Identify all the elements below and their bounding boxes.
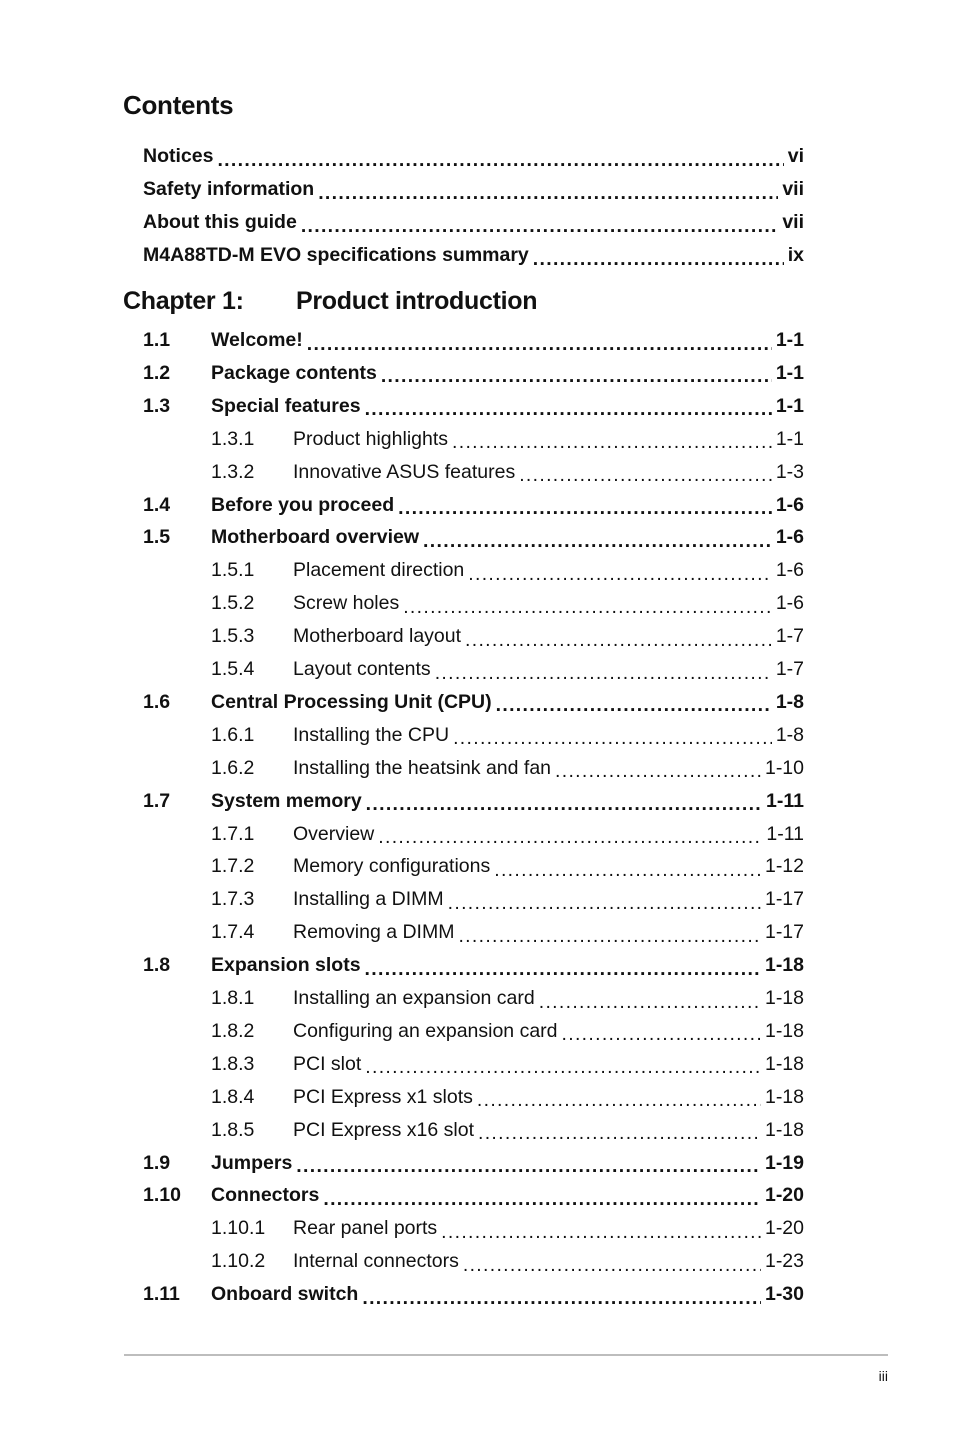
- front-matter-entry[interactable]: [143, 206, 804, 239]
- toc-entry-page: 1-12: [764, 855, 804, 878]
- toc-entry-title: Central Processing Unit (CPU): [211, 690, 492, 713]
- toc-section-entry[interactable]: [143, 949, 804, 982]
- dot-leader: [378, 826, 762, 846]
- toc-entry-page: 1-11: [766, 822, 804, 845]
- dot-leader: [423, 530, 772, 550]
- dot-leader: [468, 563, 772, 583]
- footer-page-number: iii: [878, 1368, 888, 1384]
- toc-entry-title: Notices: [143, 145, 214, 167]
- toc-subsection-entry[interactable]: [211, 1245, 804, 1278]
- toc-section-entry[interactable]: [143, 1278, 804, 1311]
- toc-entry-title: Welcome!: [211, 329, 303, 351]
- dot-leader: [381, 365, 772, 385]
- dot-leader: [365, 958, 761, 978]
- chapter-heading: [123, 287, 537, 316]
- toc-entry-page: 1-30: [764, 1283, 804, 1306]
- toc-entry-title: Layout contents: [293, 658, 431, 680]
- toc-entry-page: 1-7: [775, 658, 804, 680]
- toc-entry-title: Expansion slots: [211, 954, 361, 977]
- toc-entry-title: PCI slot: [293, 1052, 362, 1075]
- toc-entry-page: 1-3: [775, 460, 804, 483]
- toc-entry-number: 1.3.2: [211, 460, 255, 483]
- toc-entry-title: Package contents: [211, 361, 377, 384]
- toc-entry-title: Placement direction: [293, 559, 465, 582]
- toc-entry-title: Connectors: [211, 1184, 320, 1207]
- toc-entry-number: 1.4: [143, 493, 171, 516]
- toc-entry-title: PCI Express x16 slot: [293, 1118, 474, 1141]
- toc-entry-title: Product highlights: [293, 427, 449, 450]
- front-matter-entry[interactable]: [143, 239, 804, 272]
- toc-subsection-entry[interactable]: [211, 456, 804, 489]
- toc-entry-title: Screw holes: [293, 592, 400, 615]
- toc-subsection-entry[interactable]: [211, 1114, 804, 1147]
- toc-entry-number: 1.10.2: [211, 1250, 266, 1273]
- toc-entry-page: 1-6: [775, 592, 804, 615]
- toc-entry-title: Rear panel ports: [293, 1217, 438, 1240]
- toc-entry-number: 1.5.1: [211, 559, 255, 582]
- toc-entry-number: 1.5: [143, 526, 171, 549]
- toc-entry-title: Removing a DIMM: [293, 921, 455, 944]
- toc-entry-page: vi: [787, 145, 804, 167]
- toc-entry-page: ix: [787, 244, 804, 266]
- dot-leader: [296, 1155, 761, 1175]
- toc-entry-number: 1.6.2: [211, 756, 255, 779]
- toc-entry-page: 1-18: [764, 987, 804, 1009]
- dot-leader: [365, 398, 772, 418]
- front-matter-entry[interactable]: [143, 173, 804, 206]
- toc-section-entry[interactable]: [143, 785, 804, 818]
- toc-entry-title: System memory: [211, 789, 362, 812]
- toc-subsection-entry[interactable]: [211, 554, 804, 587]
- toc-subsection-entry[interactable]: [211, 850, 804, 883]
- toc-entry-number: 1.10: [143, 1184, 181, 1207]
- dot-leader: [478, 1122, 761, 1142]
- dot-leader: [318, 182, 778, 202]
- toc-section-entry[interactable]: [143, 390, 804, 423]
- dot-leader: [519, 464, 772, 484]
- toc-section-entry[interactable]: [143, 521, 804, 554]
- toc-entry-title: Motherboard overview: [211, 526, 420, 549]
- toc-subsection-entry[interactable]: [211, 752, 804, 785]
- dot-leader: [217, 149, 783, 169]
- toc-entry-title: Memory configurations: [293, 855, 491, 878]
- toc-subsection-entry[interactable]: [211, 1081, 804, 1114]
- dot-leader: [533, 248, 784, 268]
- chapter-label: Chapter 1:: [123, 287, 244, 315]
- toc-subsection-entry[interactable]: [211, 719, 804, 752]
- toc-entry-page: 1-18: [764, 1085, 804, 1108]
- toc-subsection-entry[interactable]: [211, 916, 804, 949]
- dot-leader: [463, 1254, 761, 1274]
- toc-section-entry[interactable]: [143, 1147, 804, 1180]
- toc-entry-page: 1-18: [764, 1019, 804, 1042]
- dot-leader: [435, 662, 772, 682]
- toc-entry-number: 1.7.4: [211, 921, 255, 944]
- toc-entry-page: 1-20: [764, 1217, 804, 1240]
- toc-entry-page: 1-6: [775, 526, 804, 549]
- toc-entry-title: Motherboard layout: [293, 625, 462, 648]
- toc-entry-title: Overview: [293, 822, 375, 845]
- toc-entry-page: vii: [782, 211, 804, 233]
- toc-entry-number: 1.5.2: [211, 592, 255, 615]
- toc-entry-number: 1.7.2: [211, 855, 255, 878]
- dot-leader: [448, 892, 761, 912]
- toc-entry-title: Jumpers: [211, 1151, 293, 1174]
- toc-entry-page: 1-8: [775, 690, 804, 713]
- toc-entry-page: 1-17: [764, 921, 804, 944]
- dot-leader: [365, 1056, 761, 1076]
- dot-leader: [496, 694, 772, 714]
- toc-entry-number: 1.5.3: [211, 625, 255, 648]
- toc-subsection-entry[interactable]: [211, 1048, 804, 1081]
- dot-leader: [301, 215, 779, 235]
- toc-entry-page: 1-19: [764, 1151, 804, 1174]
- toc-entry-page: 1-20: [764, 1184, 804, 1207]
- toc-entry-number: 1.3.1: [211, 427, 255, 450]
- toc-entry-page: 1-6: [775, 493, 804, 516]
- toc-entry-number: 1.8: [143, 954, 171, 977]
- toc-subsection-entry[interactable]: [211, 653, 804, 686]
- toc-subsection-entry[interactable]: [211, 982, 804, 1015]
- dot-leader: [452, 431, 772, 451]
- toc-entry-page: 1-7: [775, 625, 804, 648]
- toc-entry-title: Installing the heatsink and fan: [293, 756, 552, 779]
- toc-entry-title: Before you proceed: [211, 493, 395, 516]
- toc-entry-title: Special features: [211, 394, 361, 417]
- toc-entry-number: 1.8.3: [211, 1052, 255, 1075]
- toc-subsection-entry[interactable]: [211, 818, 804, 851]
- toc-entry-title: Onboard switch: [211, 1283, 359, 1306]
- toc-entry-title: Configuring an expansion card: [293, 1019, 558, 1042]
- dot-leader: [453, 727, 772, 747]
- toc-entry-page: 1-1: [775, 361, 804, 384]
- toc-entry-number: 1.6.1: [211, 723, 255, 746]
- chapter-title: Product introduction: [296, 287, 538, 315]
- front-matter-entry[interactable]: [143, 140, 804, 173]
- dot-leader: [494, 859, 761, 879]
- toc-entry-number: 1.7.1: [211, 822, 255, 845]
- dot-leader: [562, 1023, 761, 1043]
- toc-entry-title: Installing a DIMM: [293, 888, 444, 911]
- page-title: Contents: [123, 90, 234, 120]
- toc-subsection-entry[interactable]: [211, 620, 804, 653]
- toc-section-entry[interactable]: [143, 1179, 804, 1212]
- toc-entry-title: About this guide: [143, 211, 297, 233]
- toc-entry-number: 1.10.1: [211, 1217, 266, 1240]
- toc-entry-page: 1-8: [775, 723, 804, 746]
- toc-entry-number: 1.11: [143, 1283, 180, 1306]
- toc-entry-page: 1-1: [775, 329, 804, 351]
- toc-entry-number: 1.9: [143, 1151, 171, 1174]
- toc-entry-number: 1.3: [143, 394, 171, 417]
- toc-entry-title: Innovative ASUS features: [293, 460, 516, 483]
- toc-entry-number: 1.8.2: [211, 1019, 255, 1042]
- toc-subsection-entry[interactable]: [211, 1212, 804, 1245]
- toc-entry-page: 1-17: [764, 888, 804, 911]
- dot-leader: [465, 629, 772, 649]
- toc-entry-title: Installing an expansion card: [293, 987, 535, 1009]
- toc-entry-page: vii: [782, 178, 804, 200]
- toc-entry-page: 1-1: [775, 394, 804, 417]
- toc-section-entry[interactable]: [143, 324, 804, 357]
- toc-entry-page: 1-11: [766, 789, 804, 812]
- toc-entry-number: 1.5.4: [211, 658, 255, 680]
- dot-leader: [539, 991, 761, 1011]
- dot-leader: [403, 596, 772, 616]
- dot-leader: [366, 793, 762, 813]
- toc-entry-title: Internal connectors: [293, 1250, 459, 1273]
- toc-entry-page: 1-10: [764, 756, 804, 779]
- toc-entry-page: 1-18: [764, 954, 804, 977]
- dot-leader: [477, 1089, 761, 1109]
- toc-subsection-entry[interactable]: [211, 423, 804, 456]
- toc-section-entry[interactable]: [143, 686, 804, 719]
- toc-entry-number: 1.1: [143, 329, 171, 351]
- toc-entry-page: 1-18: [764, 1052, 804, 1075]
- footer-divider: [124, 1354, 888, 1356]
- toc-entry-title: Installing the CPU: [293, 723, 450, 746]
- toc-entry-title: M4A88TD-M EVO specifications summary: [143, 244, 529, 266]
- toc-section-entry[interactable]: [143, 357, 804, 390]
- toc-section-entry[interactable]: [143, 489, 804, 522]
- toc-entry-number: 1.7: [143, 789, 171, 812]
- toc-subsection-entry[interactable]: [211, 883, 804, 916]
- toc-entry-number: 1.2: [143, 361, 171, 384]
- dot-leader: [398, 497, 772, 517]
- dot-leader: [441, 1221, 761, 1241]
- toc-subsection-entry[interactable]: [211, 1015, 804, 1048]
- toc-entry-title: PCI Express x1 slots: [293, 1085, 473, 1108]
- dot-leader: [307, 333, 772, 353]
- toc-entry-number: 1.8.5: [211, 1118, 255, 1141]
- dot-leader: [323, 1188, 761, 1208]
- dot-leader: [458, 925, 761, 945]
- dot-leader: [362, 1287, 761, 1307]
- toc-entry-number: 1.8.4: [211, 1085, 255, 1108]
- toc-entry-number: 1.6: [143, 690, 171, 713]
- toc-entry-page: 1-23: [764, 1250, 804, 1273]
- toc-entry-number: 1.8.1: [211, 987, 255, 1009]
- toc-entry-page: 1-1: [775, 427, 804, 450]
- toc-entry-title: Safety information: [143, 178, 315, 200]
- toc-entry-number: 1.7.3: [211, 888, 255, 911]
- toc-entry-page: 1-18: [764, 1118, 804, 1141]
- toc-subsection-entry[interactable]: [211, 587, 804, 620]
- toc-entry-page: 1-6: [775, 559, 804, 582]
- dot-leader: [555, 760, 761, 780]
